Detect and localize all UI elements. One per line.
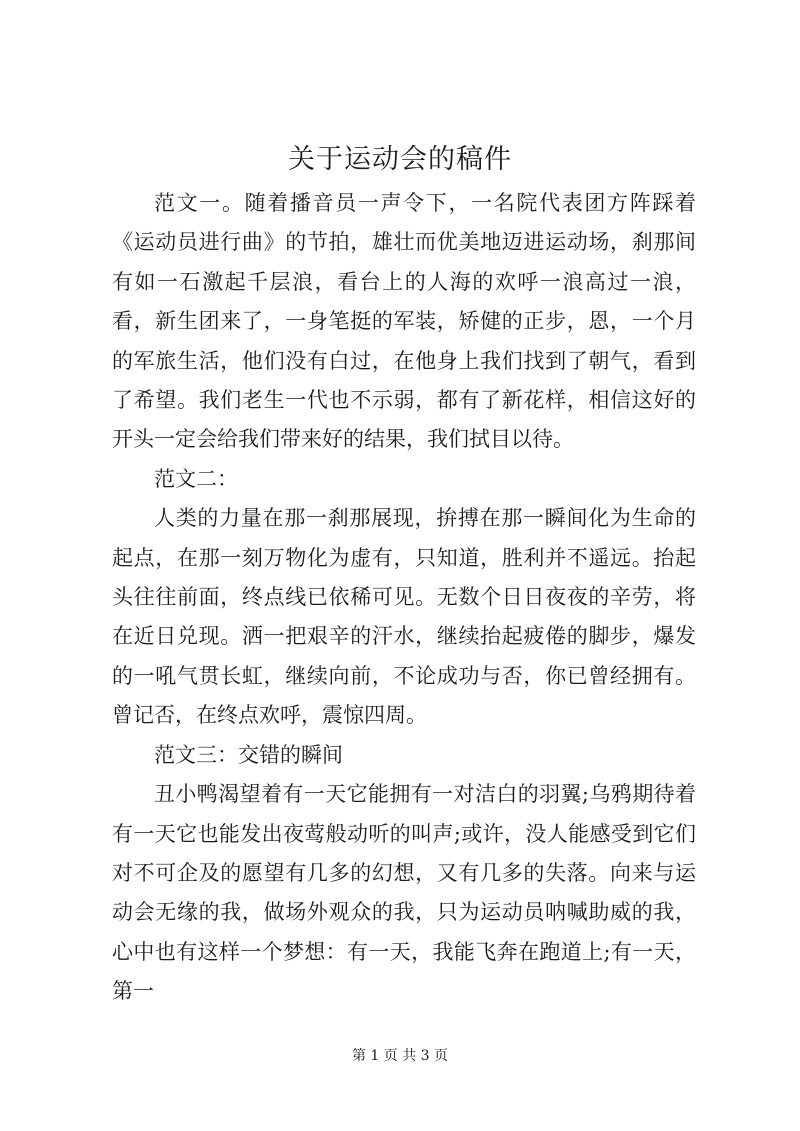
paragraph-sample-three-heading: 范文三：交错的瞬间 [154, 742, 343, 767]
page-footer: 第 1 页 共 3 页 [351, 1048, 449, 1064]
document-title: 关于运动会的稿件 [288, 144, 512, 175]
paragraph-sample-three-body: 丑小鸭渴望着有一天它能拥有一对洁白的羽翼;乌鸦期待着有一天它也能发出夜莺般动听的叫声;或许，没人能感受到它们对不可企及的愿望有几多的幻想，又有几多的失落。向来与运动会无缘的我，做场外观众的我，只为运动员呐喊助威的我，心中也有这样一个梦想：有一天，我能飞奔在跑道上;有一天，第一 [112, 782, 696, 1004]
paragraph-sample-one: 范文一。随着播音员一声令下，一名院代表团方阵踩着《运动员进行曲》的节拍，雄壮而优美地迈进运动场，刹那间有如一石激起千层浪，看台上的人海的欢呼一浪高过一浪，看，新生团来了，一身笔挺的军装，矫健的正步，恩，一个月的军旅生活，他们没有白过，在他身上我们找到了朝气，看到了希望。我们老生一代也不示弱，都有了新花样，相信这好的开头一定会给我们带来好的结果，我们拭目以待。 [112, 191, 696, 452]
paragraph-sample-two-body: 人类的力量在那一刹那展现，拚搏在那一瞬间化为生命的起点，在那一刻万物化为虚有，只知道，胜利并不遥远。抬起头往往前面，终点线已依稀可见。无数个日日夜夜的辛劳，将在近日兑现。洒一把艰辛的汗水，继续抬起疲倦的脚步，爆发的一吼气贯长虹，继续向前，不论成功与否，你已曾经拥有。曾记否，在终点欢呼，震惊四周。 [112, 506, 696, 728]
paragraph-sample-two-heading: 范文二： [154, 466, 238, 491]
document-body [112, 184, 696, 1012]
